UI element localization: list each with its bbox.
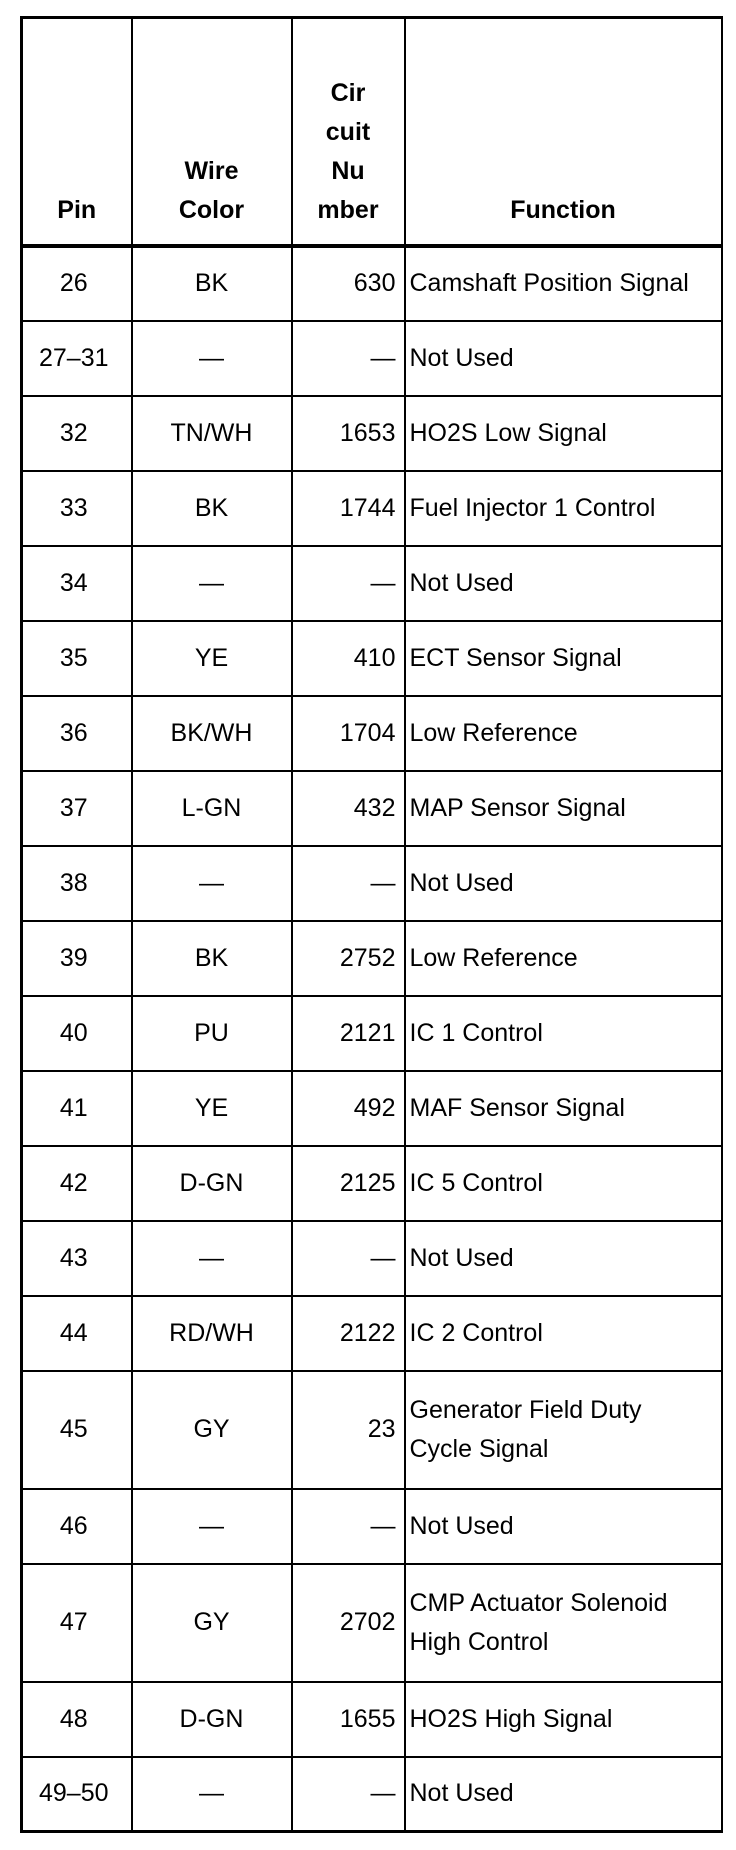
wire-color-cell: D-GN [132, 1682, 292, 1757]
function-cell: MAP Sensor Signal [405, 771, 722, 846]
pin-cell: 41 [22, 1071, 132, 1146]
pin-cell: 39 [22, 921, 132, 996]
circuit-number-cell: 1744 [292, 471, 405, 546]
table-row [22, 1371, 722, 1489]
function-cell: Generator Field Duty Cycle Signal [405, 1371, 722, 1489]
circuit-number-cell: 2125 [292, 1146, 405, 1221]
header-circuit-line: Cir [330, 78, 366, 107]
pin-cell: 45 [22, 1371, 132, 1489]
table-row [22, 246, 722, 321]
wire-color-cell: GY [132, 1371, 292, 1489]
header-circuit-line: Nu [331, 156, 365, 185]
circuit-number-cell: 1704 [292, 696, 405, 771]
pin-cell: 42 [22, 1146, 132, 1221]
circuit-number-cell: 492 [292, 1071, 405, 1146]
pin-cell: 37 [22, 771, 132, 846]
table-row [22, 321, 722, 396]
function-cell: IC 5 Control [405, 1146, 722, 1221]
pin-cell: 38 [22, 846, 132, 921]
circuit-number-cell: 410 [292, 621, 405, 696]
pin-cell: 47 [22, 1564, 132, 1682]
circuit-number-cell: 2122 [292, 1296, 405, 1371]
wire-color-cell: — [132, 321, 292, 396]
function-cell: CMP Actuator Solenoid High Control [405, 1564, 722, 1682]
pin-cell: 44 [22, 1296, 132, 1371]
table-row [22, 621, 722, 696]
function-cell: Not Used [405, 1221, 722, 1296]
pin-cell: 40 [22, 996, 132, 1071]
wire-color-cell: GY [132, 1564, 292, 1682]
wire-color-cell: BK [132, 471, 292, 546]
wire-color-cell: YE [132, 1071, 292, 1146]
table-row [22, 1489, 722, 1564]
wire-color-cell: BK/WH [132, 696, 292, 771]
function-cell: Not Used [405, 321, 722, 396]
pin-cell: 48 [22, 1682, 132, 1757]
table-row [22, 996, 722, 1071]
wire-color-cell: BK [132, 246, 292, 321]
table-row [22, 696, 722, 771]
circuit-number-cell: 1653 [292, 396, 405, 471]
function-cell: IC 1 Control [405, 996, 722, 1071]
table-row [22, 396, 722, 471]
circuit-number-cell: — [292, 321, 405, 396]
wire-color-cell: — [132, 1221, 292, 1296]
function-cell: IC 2 Control [405, 1296, 722, 1371]
function-cell: Not Used [405, 1489, 722, 1564]
pin-cell: 35 [22, 621, 132, 696]
pin-cell: 33 [22, 471, 132, 546]
wire-color-cell: — [132, 546, 292, 621]
pin-cell: 46 [22, 1489, 132, 1564]
function-cell: MAF Sensor Signal [405, 1071, 722, 1146]
function-cell: Low Reference [405, 696, 722, 771]
table-row [22, 546, 722, 621]
function-cell: Fuel Injector 1 Control [405, 471, 722, 546]
pin-cell: 26 [22, 246, 132, 321]
wire-color-cell: BK [132, 921, 292, 996]
table-header-row [22, 18, 722, 246]
header-pin: Pin [22, 18, 132, 246]
circuit-number-cell: 2121 [292, 996, 405, 1071]
wire-color-cell: — [132, 1757, 292, 1832]
pin-cell: 34 [22, 546, 132, 621]
pin-cell: 36 [22, 696, 132, 771]
table-row [22, 921, 722, 996]
function-cell: Not Used [405, 546, 722, 621]
table-row [22, 1564, 722, 1682]
circuit-number-cell: 23 [292, 1371, 405, 1489]
wire-color-cell: TN/WH [132, 396, 292, 471]
circuit-number-cell: — [292, 1489, 405, 1564]
wire-color-cell: PU [132, 996, 292, 1071]
table-row [22, 1682, 722, 1757]
circuit-number-cell: — [292, 846, 405, 921]
header-circuit-line: mber [317, 195, 379, 224]
table-row [22, 1146, 722, 1221]
pin-cell: 32 [22, 396, 132, 471]
wire-color-cell: L-GN [132, 771, 292, 846]
table-body [22, 246, 722, 1832]
function-cell: Low Reference [405, 921, 722, 996]
table-row [22, 1071, 722, 1146]
wire-color-cell: — [132, 846, 292, 921]
circuit-number-cell: — [292, 1221, 405, 1296]
header-function: Function [405, 18, 722, 246]
circuit-number-cell: — [292, 1757, 405, 1832]
pin-cell: 27–31 [22, 321, 132, 396]
circuit-number-cell: 630 [292, 246, 405, 321]
wire-color-cell: RD/WH [132, 1296, 292, 1371]
table-row [22, 846, 722, 921]
function-cell: HO2S Low Signal [405, 396, 722, 471]
table-row [22, 1221, 722, 1296]
table-row [22, 1757, 722, 1832]
circuit-number-cell: 432 [292, 771, 405, 846]
header-wire-color: Wire Color [132, 18, 292, 246]
table-row [22, 471, 722, 546]
pin-cell: 43 [22, 1221, 132, 1296]
wire-color-cell: — [132, 1489, 292, 1564]
function-cell: Not Used [405, 846, 722, 921]
circuit-number-cell: — [292, 546, 405, 621]
header-circuit-line: cuit [325, 117, 371, 146]
connector-pinout-table [20, 16, 723, 1833]
circuit-number-cell: 1655 [292, 1682, 405, 1757]
table-row [22, 1296, 722, 1371]
function-cell: HO2S High Signal [405, 1682, 722, 1757]
circuit-number-cell: 2752 [292, 921, 405, 996]
table-row [22, 771, 722, 846]
function-cell: ECT Sensor Signal [405, 621, 722, 696]
pin-cell: 49–50 [22, 1757, 132, 1832]
function-cell: Not Used [405, 1757, 722, 1832]
wire-color-cell: D-GN [132, 1146, 292, 1221]
circuit-number-cell: 2702 [292, 1564, 405, 1682]
wire-color-cell: YE [132, 621, 292, 696]
function-cell: Camshaft Position Signal [405, 246, 722, 321]
header-circuit-number [292, 18, 405, 246]
